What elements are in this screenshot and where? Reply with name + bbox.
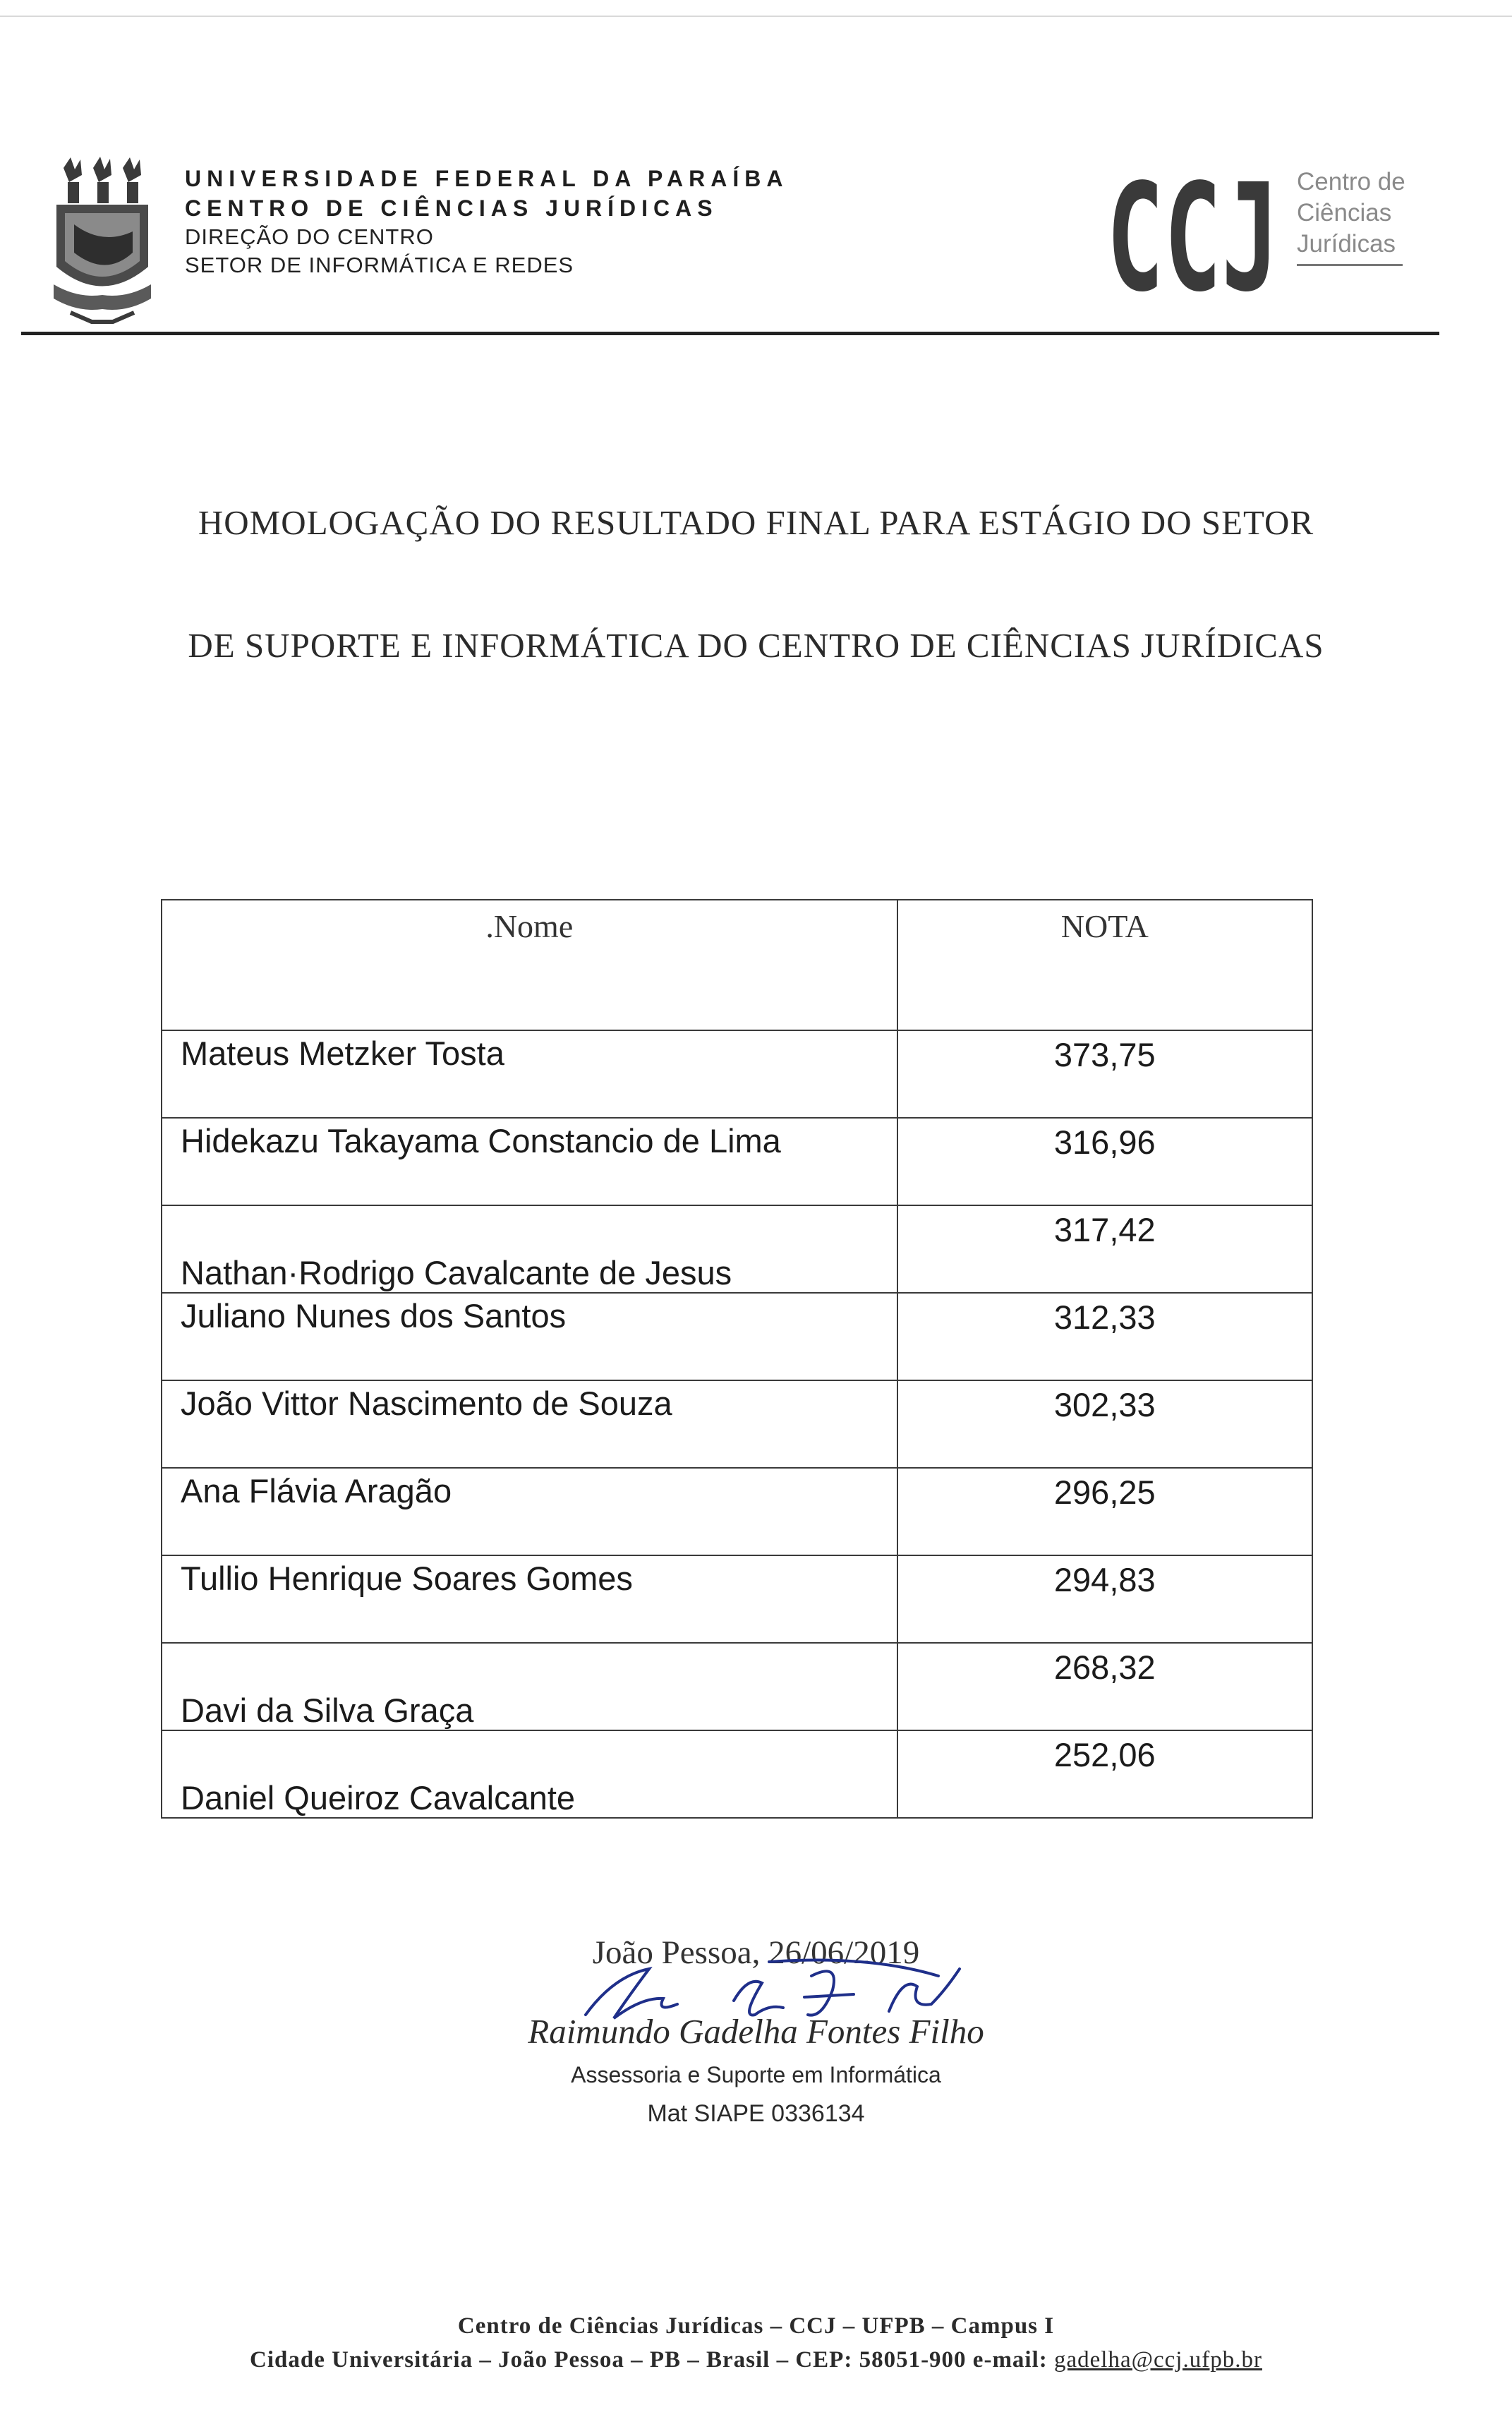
table-row (162, 1205, 1312, 1293)
table-row (162, 1030, 1312, 1118)
candidate-name: Hidekazu Takayama Constancio de Lima (162, 1118, 897, 1205)
ccj-logo-mark: CCJ (1106, 164, 1279, 305)
table-row (162, 1293, 1312, 1380)
candidate-grade: 373,75 (897, 1030, 1312, 1118)
candidate-name: Ana Flávia Aragão (162, 1468, 897, 1555)
direction-name: DIREÇÃO DO CENTRO (185, 224, 434, 249)
table-row (162, 1380, 1312, 1468)
footer-email-link[interactable]: gadelha@ccj.ufpb.br (1054, 2347, 1262, 2373)
table-row (162, 1555, 1312, 1643)
candidate-name: Daniel Queiroz Cavalcante (162, 1730, 897, 1818)
header-divider (21, 332, 1439, 335)
candidate-name: Juliano Nunes dos Santos (162, 1293, 897, 1380)
footer-address-text: Cidade Universitária – João Pessoa – PB – Brasil – CEP: 58051-900 e-mail: (250, 2347, 1055, 2373)
candidate-grade: 312,33 (897, 1293, 1312, 1380)
table-row (162, 1468, 1312, 1555)
candidate-name: Davi da Silva Graça (162, 1643, 897, 1730)
document-title-line2: DE SUPORTE E INFORMÁTICA DO CENTRO DE CIÊNCIAS JURÍDICAS (188, 626, 1324, 665)
signer-siape: Mat SIAPE 0336134 (647, 2100, 865, 2127)
candidate-grade: 302,33 (897, 1380, 1312, 1468)
candidate-grade: 316,96 (897, 1118, 1312, 1205)
column-header-grade: NOTA (897, 900, 1312, 1030)
ccj-logo-text (1297, 167, 1405, 266)
ccj-logo-icon (1106, 164, 1283, 305)
candidate-name: João Vittor Nascimento de Souza (162, 1380, 897, 1468)
signer-role: Assessoria e Suporte em Informática (571, 2062, 941, 2087)
table-row (162, 1643, 1312, 1730)
ccj-logo-line3: Jurídicas (1297, 230, 1396, 258)
ccj-logo-line1: Centro de (1297, 168, 1405, 195)
document-title-line1: HOMOLOGAÇÃO DO RESULTADO FINAL PARA ESTÁGIO DO SETOR (198, 503, 1314, 542)
ufpb-crest-icon (49, 154, 155, 327)
table-row (162, 1730, 1312, 1818)
candidate-grade: 296,25 (897, 1468, 1312, 1555)
signer-name: Raimundo Gadelha Fontes Filho (528, 2012, 984, 2051)
candidate-grade: 317,42 (897, 1205, 1312, 1293)
ccj-logo-underline (1297, 264, 1403, 266)
sector-name: SETOR DE INFORMÁTICA E REDES (185, 253, 574, 277)
table-header-row (162, 900, 1312, 1030)
candidate-grade: 294,83 (897, 1555, 1312, 1643)
column-header-name: .Nome (162, 900, 897, 1030)
top-scan-line (0, 16, 1512, 17)
center-name: CENTRO DE CIÊNCIAS JURÍDICAS (185, 195, 718, 221)
university-name: UNIVERSIDADE FEDERAL DA PARAÍBA (185, 166, 789, 191)
table-row (162, 1118, 1312, 1205)
candidate-grade: 252,06 (897, 1730, 1312, 1818)
ccj-logo-line2: Ciências (1297, 199, 1392, 227)
header-institution (185, 164, 788, 279)
candidate-name: Mateus Metzker Tosta (162, 1030, 897, 1118)
place-and-date: João Pessoa, 26/06/2019 (592, 1934, 920, 1971)
candidate-grade: 268,32 (897, 1643, 1312, 1730)
footer-address-line2 (0, 2347, 1512, 2373)
results-table (161, 899, 1313, 1819)
footer-address-line1: Centro de Ciências Jurídicas – CCJ – UFPB – Campus I (457, 2313, 1055, 2339)
candidate-name: Nathan·Rodrigo Cavalcante de Jesus (162, 1205, 897, 1293)
candidate-name: Tullio Henrique Soares Gomes (162, 1555, 897, 1643)
